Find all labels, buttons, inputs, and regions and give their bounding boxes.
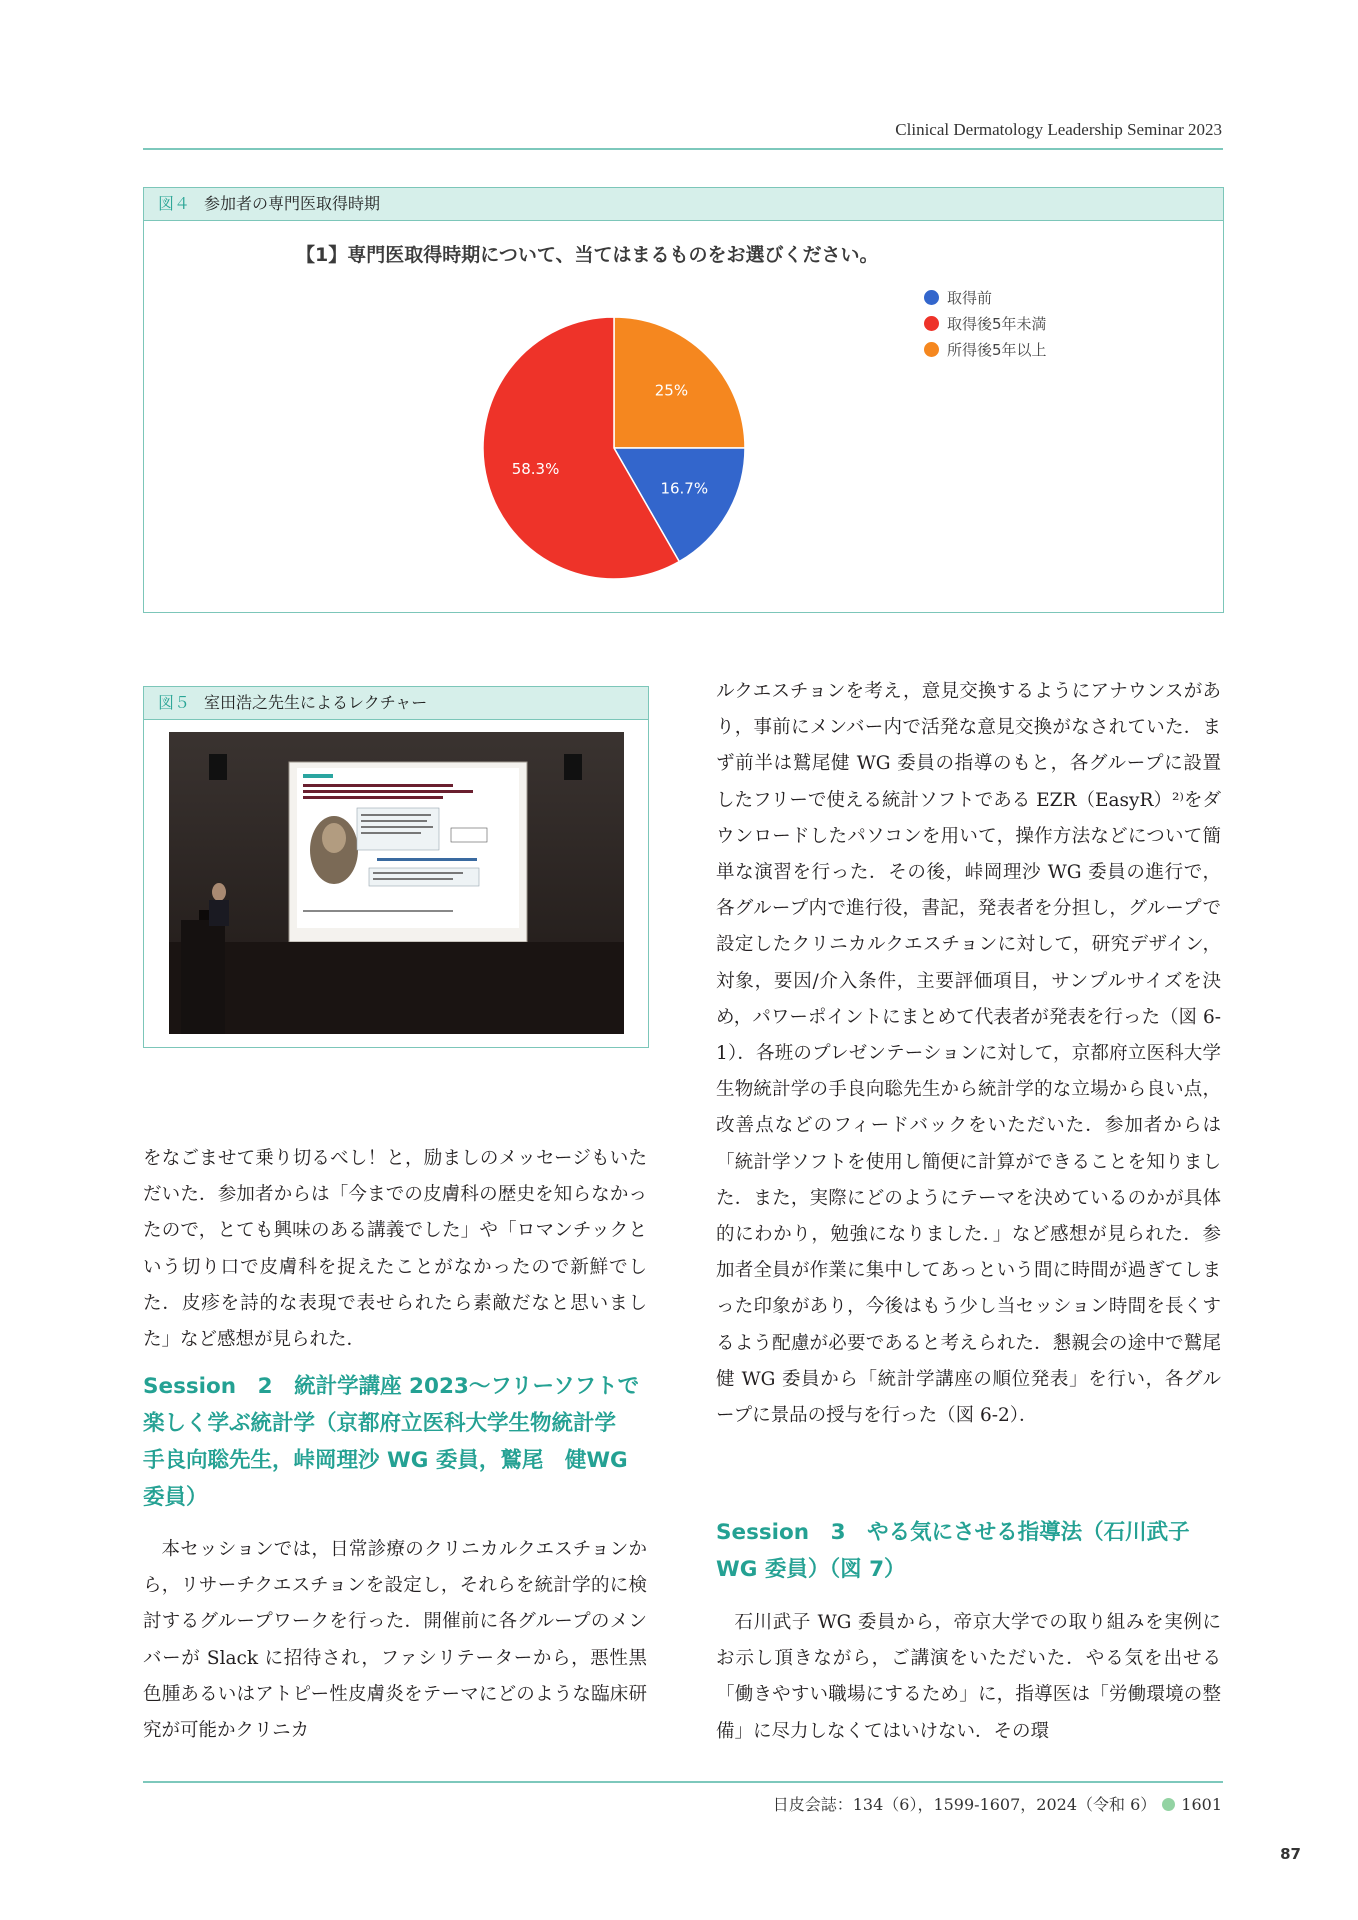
pie-value-label: 16.7% xyxy=(660,479,709,498)
footer-citation: 日皮会誌：134（6），1599-1607，2024（令和 6） xyxy=(772,1795,1157,1814)
running-head: Clinical Dermatology Leadership Seminar 2023 xyxy=(895,120,1222,139)
right-paragraph-1: ルクエスチョンを考え，意見交換するようにアナウンスがあり，事前にメンバー内で活発な意見交換がなされていた．まず前半は鷲尾健 WG 委員の指導のもと，各グループに設置したフリーで使える統計ソフトである EZR（EasyR）²⁾をダウンロードしたパソコンを用いて，操作方法などについて簡単な演習を行った．その後，峠岡理沙 WG 委員の進行で，各グループ内で進行役，書記，発表者を分担し，グループで設定したクリニカルクエスチョンに対して，研究デザイン，対象，要因/介入条件，主要評価項目，サンプルサイズを決め，パワーポイントにまとめて代表者が発表を行った（図 6-1）．各班のプレゼンテーションに対して，京都府立医科大学生物統計学の手良向聡先生から統計学的な立場から良い点，改善点などのフィードバックをいただいた．参加者からは「統計学ソフトを使用し簡便に計算ができることを知りました．また，実際にどのようにテーマを決めているのかが具体的にわかり，勉強になりました．」など感想が見られた．参加者全員が作業に集中してあっという間に時間が過ぎてしまった印象があり，今後はもう少し当セッション時間を長くするよう配慮が必要であると考えられた．懇親会の途中で鷲尾健 WG 委員から「統計学講座の順位発表」を行い，各グループに景品の授与を行った（図 6-2）． xyxy=(716,681,1221,1427)
figure-5-number: 図５ xyxy=(158,693,191,712)
pie-value-label: 25% xyxy=(654,381,689,400)
figure-4-caption xyxy=(144,188,1223,221)
session-2-heading: Session 2 統計学講座 2023〜フリーソフトで楽しく学ぶ統計学（京都府立医科大学生物統計学 手良向聡先生，峠岡理沙 WG 委員，鷲尾 健WG 委員） xyxy=(143,1374,640,1510)
left-paragraph-1: をなごませて乗り切るべし！と，励ましのメッセージもいただいた．参加者からは「今までの皮膚科の歴史を知らなかったので，とても興味のある講義でした」や「ロマンチックという切り口で皮膚科を捉えたことがなかったので新鮮でした．皮疹を詩的な表現で表せられたら素敵だなと思いました」など感想が見られた． xyxy=(143,1148,647,1351)
figure-4 xyxy=(143,187,1224,613)
legend-swatch xyxy=(924,342,939,357)
legend-item xyxy=(924,336,1047,362)
legend-swatch xyxy=(924,316,939,331)
figure-5-caption xyxy=(144,687,648,720)
legend-item xyxy=(924,284,1047,310)
chart-legend xyxy=(924,284,1047,362)
print-page-number: 87 xyxy=(1280,1845,1301,1863)
legend-label: 取得前 xyxy=(947,288,993,307)
figure-4-title: 参加者の専門医取得時期 xyxy=(204,194,381,213)
header-rule xyxy=(143,148,1223,150)
legend-item xyxy=(924,310,1047,336)
legend-swatch xyxy=(924,290,939,305)
footer xyxy=(0,1792,1222,1815)
lecture-scene xyxy=(169,732,624,1034)
left-paragraph-2: 本セッションでは，日常診療のクリニカルクエスチョンから，リサーチクエスチョンを設定し，それらを統計学的に検討するグループワークを行った．開催前に各グループのメンバーが Slack に招待され，ファシリテーターから，悪性黒色腫あるいはアトピー性皮膚炎をテーマにどのような臨床研究が可能かクリニカ xyxy=(143,1539,647,1742)
lecture-photo xyxy=(169,732,624,1034)
right-paragraph-2: 石川武子 WG 委員から，帝京大学での取り組みを実例にお示し頂きながら，ご講演をいただいた．やる気を出せる「働きやすい職場にするため」に，指導医は「労働環境の整備」に尽力しなくてはいけない．その環 xyxy=(716,1612,1221,1742)
figure-5 xyxy=(143,686,649,1048)
session-3-heading: Session 3 やる気にさせる指導法（石川武子WG 委員）（図 7） xyxy=(716,1520,1190,1582)
footer-rule xyxy=(143,1781,1223,1783)
figure-4-number: 図４ xyxy=(158,194,191,213)
chart-question: 【1】専門医取得時期について、当てはまるものをお選びください。 xyxy=(296,244,879,266)
figure-5-title: 室田浩之先生によるレクチャー xyxy=(204,693,428,712)
pie-value-label: 58.3% xyxy=(511,459,560,478)
legend-label: 所得後5年以上 xyxy=(947,340,1047,359)
pie-chart xyxy=(474,300,754,590)
footer-page: 1601 xyxy=(1181,1795,1222,1814)
legend-label: 取得後5年未満 xyxy=(947,314,1047,333)
footer-dot-icon xyxy=(1162,1798,1175,1811)
